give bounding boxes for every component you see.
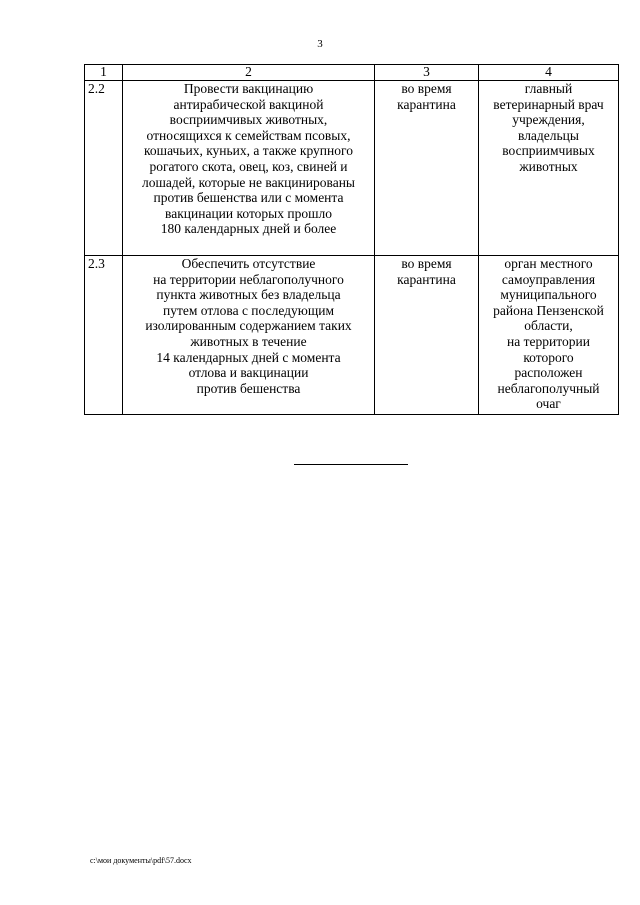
term-cell [375, 81, 479, 256]
action-line: Обеспечить отсутствие [181, 256, 316, 271]
action-line: животных в течение [190, 333, 307, 349]
action-cell [123, 81, 375, 256]
term-line: карантина [397, 271, 456, 287]
page-number: 3 [317, 38, 323, 50]
responsible-line: расположен [514, 365, 583, 381]
action-line: путем отлова с последующим [162, 302, 335, 318]
action-line: антирабической вакциной [173, 96, 324, 112]
table-row [85, 256, 619, 415]
responsible-line: владельцы [518, 127, 579, 143]
action-line: Провести вакцинацию [183, 81, 314, 96]
header-col-3: 3 [375, 65, 479, 81]
responsible-line: очаг [536, 396, 561, 412]
action-line: 180 календарных дней и более [160, 221, 337, 237]
header-col-2: 2 [123, 65, 375, 81]
action-line: против бешенства или с момента [153, 190, 344, 206]
action-line: на территории неблагополучного [153, 271, 344, 287]
row-number: 2.3 [85, 256, 123, 415]
footer-file-path: c:\мои документы\pdf\57.docx [90, 856, 192, 865]
action-line: отлова и вакцинации [188, 365, 309, 381]
responsible-line: самоуправления [501, 271, 596, 287]
action-line: пункта животных без владельца [156, 287, 341, 303]
header-col-4: 4 [479, 65, 619, 81]
responsible-cell [479, 81, 619, 256]
responsible-line: главный [524, 81, 573, 96]
responsible-line: неблагополучный [497, 380, 600, 396]
action-line: относящихся к семействам псовых, [146, 127, 351, 143]
responsible-line: которого [523, 349, 574, 365]
term-line: во время [401, 256, 452, 271]
action-line: восприимчивых животных, [169, 112, 328, 128]
responsible-line: ветеринарный врач [493, 96, 604, 112]
responsible-line: муниципального [500, 287, 597, 303]
header-col-1: 1 [85, 65, 123, 81]
responsible-line: на территории [507, 333, 590, 349]
action-line: кошачьих, куньих, а также крупного [144, 143, 353, 159]
action-line: против бешенства [196, 380, 301, 396]
measures-table [84, 64, 619, 415]
row-number: 2.2 [85, 81, 123, 256]
responsible-line: области, [524, 318, 573, 334]
table-header-row [85, 65, 619, 81]
responsible-line: орган местного [504, 256, 593, 271]
responsible-line: учреждения, [512, 112, 585, 128]
action-line: 14 календарных дней с момента [156, 349, 341, 365]
term-cell [375, 256, 479, 415]
action-line: вакцинации которых прошло [165, 205, 332, 221]
term-line: во время [401, 81, 452, 96]
responsible-line: восприимчивых [502, 143, 595, 159]
action-line: лошадей, которые не вакцинированы [141, 174, 356, 190]
responsible-line: района Пензенской [493, 302, 604, 318]
end-divider-line [294, 464, 408, 465]
responsible-cell [479, 256, 619, 415]
action-line: рогатого скота, овец, коз, свиней и [149, 158, 348, 174]
responsible-line: животных [519, 158, 578, 174]
table-row [85, 81, 619, 256]
term-line: карантина [397, 96, 456, 112]
action-cell [123, 256, 375, 415]
action-line: изолированным содержанием таких [145, 318, 352, 334]
